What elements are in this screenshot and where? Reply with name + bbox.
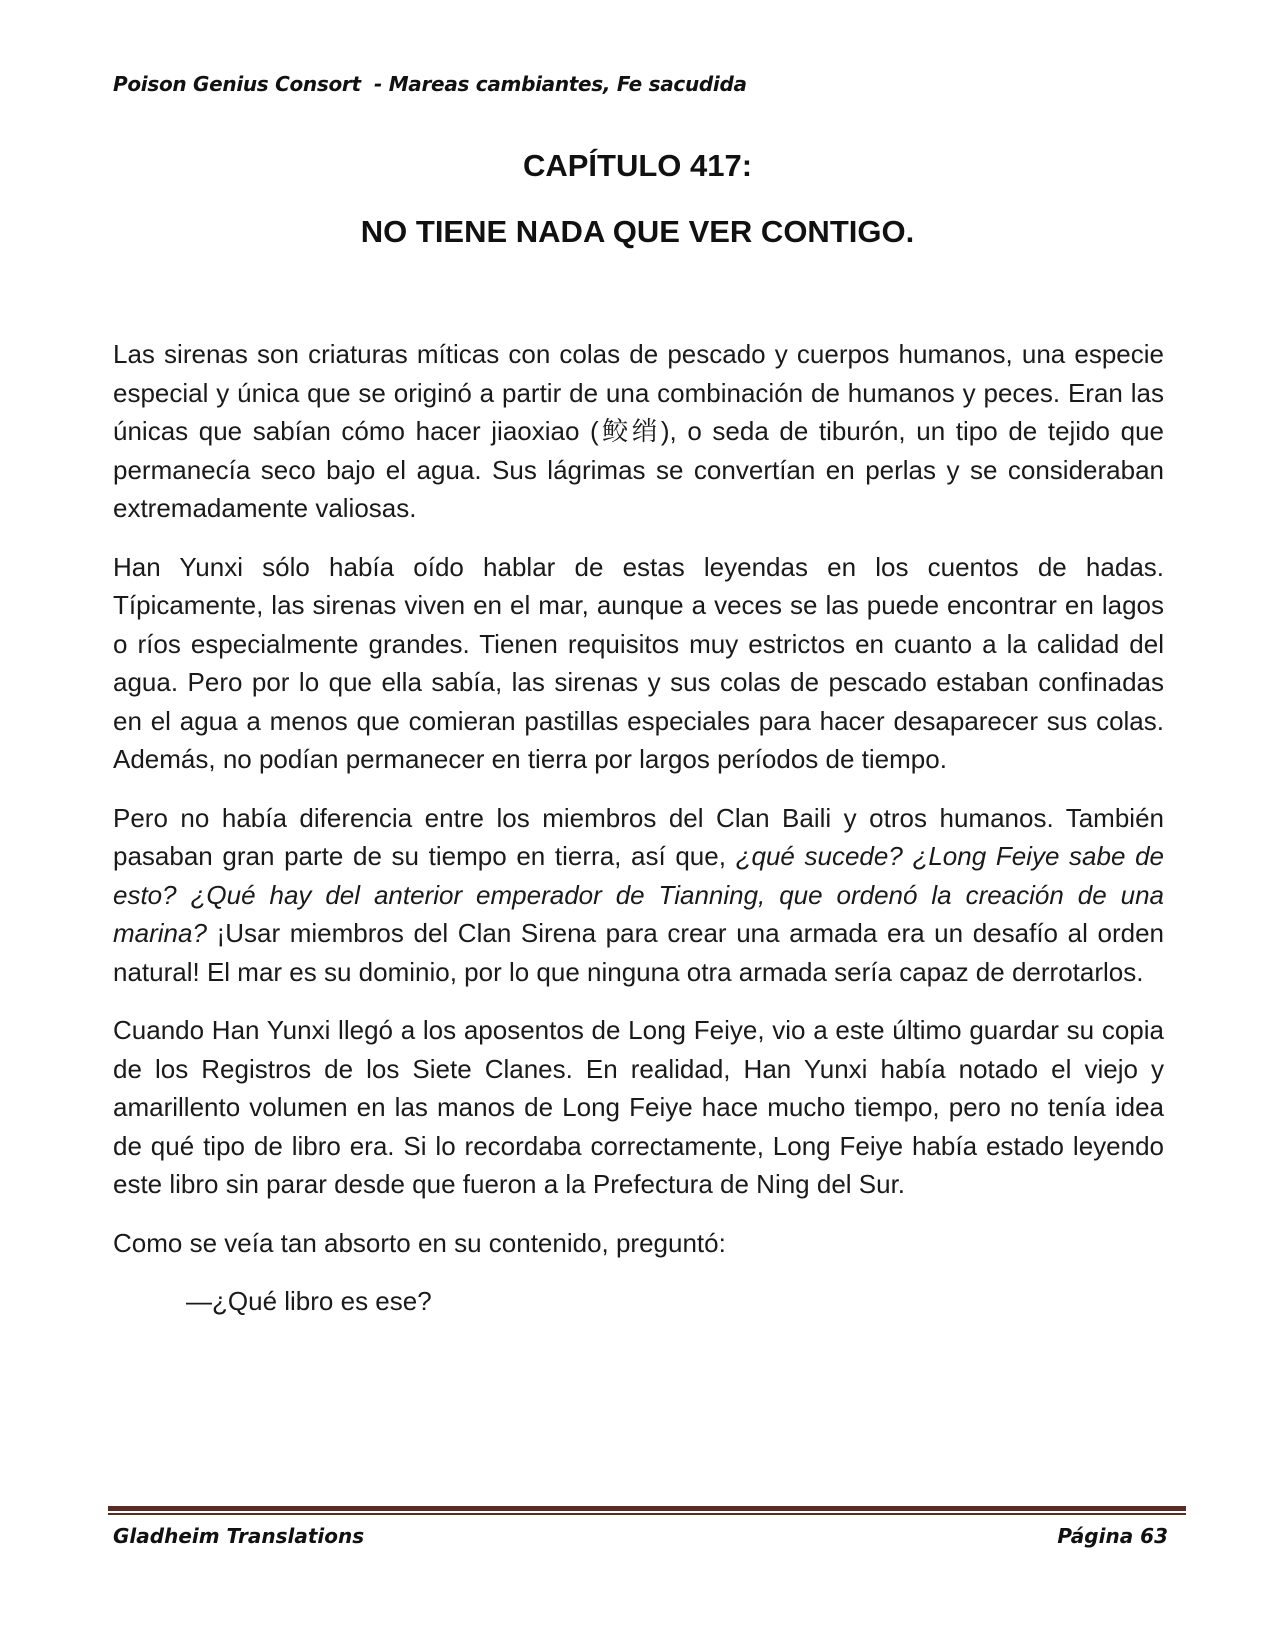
- paragraph-2: Han Yunxi sólo había oído hablar de estas leyendas en los cuentos de hadas. Típicamente, las sirenas viven en el mar, aunque a veces se las puede encontrar en lagos o ríos especialmente grandes. Tienen requisitos muy estrictos en cuanto a la calidad del agua. Pero por lo que ella sabía, las sirenas y sus colas de pescado estaban confinadas en el agua a menos que comieran pastillas especiales para hacer desaparecer sus colas. Además, no podían permanecer en tierra por largos períodos de tiempo.: [113, 551, 1164, 774]
- footer-credit: Gladheim Translations: [113, 1524, 365, 1548]
- paragraph-3-text-b: ¡Usar miembros del Clan Sirena para crear una armada era un desafío al orden natural! El mar es su dominio, por lo que ninguna otra armada sería capaz de derrotarlos.: [113, 918, 1164, 987]
- chapter-number: CAPÍTULO 417:: [522, 148, 753, 183]
- paragraph-3-text-a: Pero no había diferencia entre los miembros del Clan Baili y otros humanos. También pasaban gran parte de su tiempo en tierra, así que,: [113, 802, 1164, 871]
- paragraph-3-italic-thoughts: ¿qué sucede? ¿Long Feiye sabe de esto? ¿Qué hay del anterior emperador de Tianning, que ordenó la creación de una marina?: [113, 841, 1164, 948]
- chapter-body: [113, 335, 1164, 1341]
- running-header: Poison Genius Consort - Mareas cambiantes, Fe sacudida: [113, 72, 747, 96]
- page-number: Página 63: [1057, 1524, 1168, 1548]
- chapter-title: NO TIENE NADA QUE VER CONTIGO.: [360, 214, 915, 249]
- footer-divider-thin: [108, 1513, 1186, 1515]
- paragraph-4: Cuando Han Yunxi llegó a los aposentos de Long Feiye, vio a este último guardar su copia de los Registros de los Siete Clanes. En realidad, Han Yunxi había notado el viejo y amarillento volumen en las manos de Long Feiye hace mucho tiempo, pero no tenía idea de qué tipo de libro era. Si lo recordaba correctamente, Long Feiye había estado leyendo este libro sin parar desde que fueron a la Prefectura de Ning del Sur.: [113, 1015, 1164, 1199]
- footer-divider: [108, 1506, 1186, 1515]
- paragraph-3: [113, 799, 1164, 992]
- footer-divider-thick: [108, 1506, 1186, 1511]
- dialogue-line: —¿Qué libro es ese?: [186, 1286, 432, 1316]
- paragraph-5: Como se veía tan absorto en su contenido, preguntó:: [113, 1227, 726, 1258]
- paragraph-1: Las sirenas son criaturas míticas con colas de pescado y cuerpos humanos, una especie especial y única que se originó a partir de una combinación de humanos y peces. Eran las únicas que sabían cómo hacer jiaoxiao (鲛绡), o seda de tiburón, un tipo de tejido que permanecía seco bajo el agua. Sus lágrimas se convertían en perlas y se consideraban extremadamente valiosas.: [113, 339, 1164, 523]
